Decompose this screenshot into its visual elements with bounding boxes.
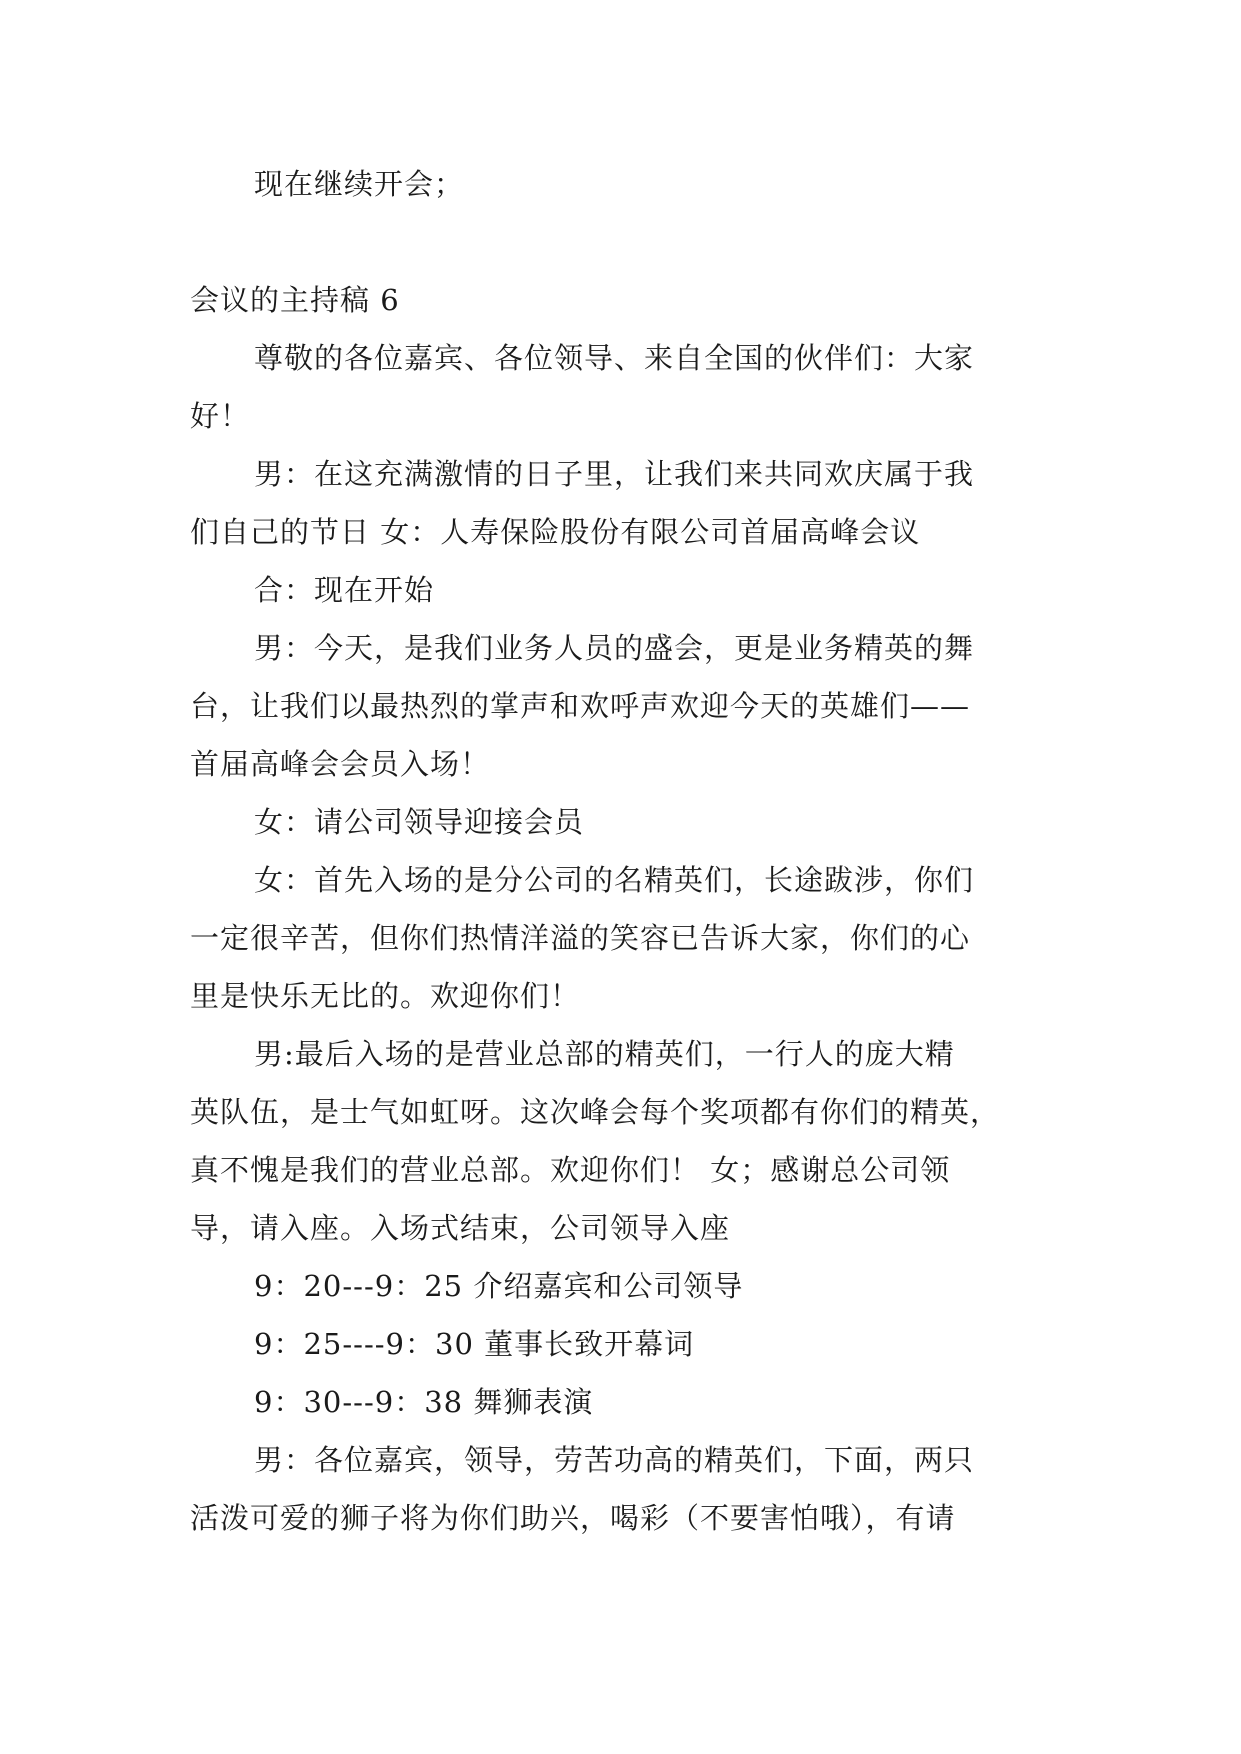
- text-line: 台，让我们以最热烈的掌声和欢呼声欢迎今天的英雄们——: [190, 689, 971, 723]
- text-line: 女：请公司领导迎接会员: [254, 805, 585, 839]
- text-line: 首届高峰会会员入场！: [190, 747, 491, 781]
- text-line: 们自己的节日 女：人寿保险股份有限公司首届高峰会议: [190, 515, 921, 549]
- text-line: 男：各位嘉宾，领导，劳苦功高的精英们，下面，两只: [254, 1443, 975, 1477]
- text-line: 里是快乐无比的。欢迎你们！: [190, 979, 581, 1013]
- schedule-line: 9：20---9：25 介绍嘉宾和公司领导: [254, 1269, 744, 1303]
- paragraph-gap: [190, 213, 1052, 271]
- text-line: 合：现在开始: [254, 573, 435, 607]
- text-line: 真不愧是我们的营业总部。欢迎你们！ 女；感谢总公司领: [190, 1153, 951, 1187]
- text-line: 女：首先入场的是分公司的名精英们，长途跋涉，你们: [254, 863, 975, 897]
- text-line: 英队伍，是士气如虹呀。这次峰会每个奖项都有你们的精英，: [190, 1095, 1001, 1129]
- schedule-line: 9：25----9：30 董事长致开幕词: [254, 1327, 695, 1361]
- text-line: 活泼可爱的狮子将为你们助兴，喝彩（不要害怕哦），有请: [190, 1501, 956, 1535]
- schedule-line: 9：30---9：38 舞狮表演: [254, 1385, 594, 1419]
- text-line: 导，请入座。入场式结束，公司领导入座: [190, 1211, 731, 1245]
- text-line: 好！: [190, 399, 251, 433]
- section-heading: 会议的主持稿 6: [190, 283, 400, 317]
- text-line: 现在继续开会；: [254, 167, 465, 201]
- text-line: 一定很辛苦，但你们热情洋溢的笑容已告诉大家，你们的心: [190, 921, 971, 955]
- text-line: 男：今天，是我们业务人员的盛会，更是业务精英的舞: [254, 631, 975, 665]
- text-line: 尊敬的各位嘉宾、各位领导、来自全国的伙伴们：大家: [254, 341, 975, 375]
- document-body: [190, 155, 1052, 1547]
- text-line: 男：在这充满激情的日子里，让我们来共同欢庆属于我: [254, 457, 975, 491]
- text-line: 男:最后入场的是营业总部的精英们，一行人的庞大精: [254, 1037, 955, 1071]
